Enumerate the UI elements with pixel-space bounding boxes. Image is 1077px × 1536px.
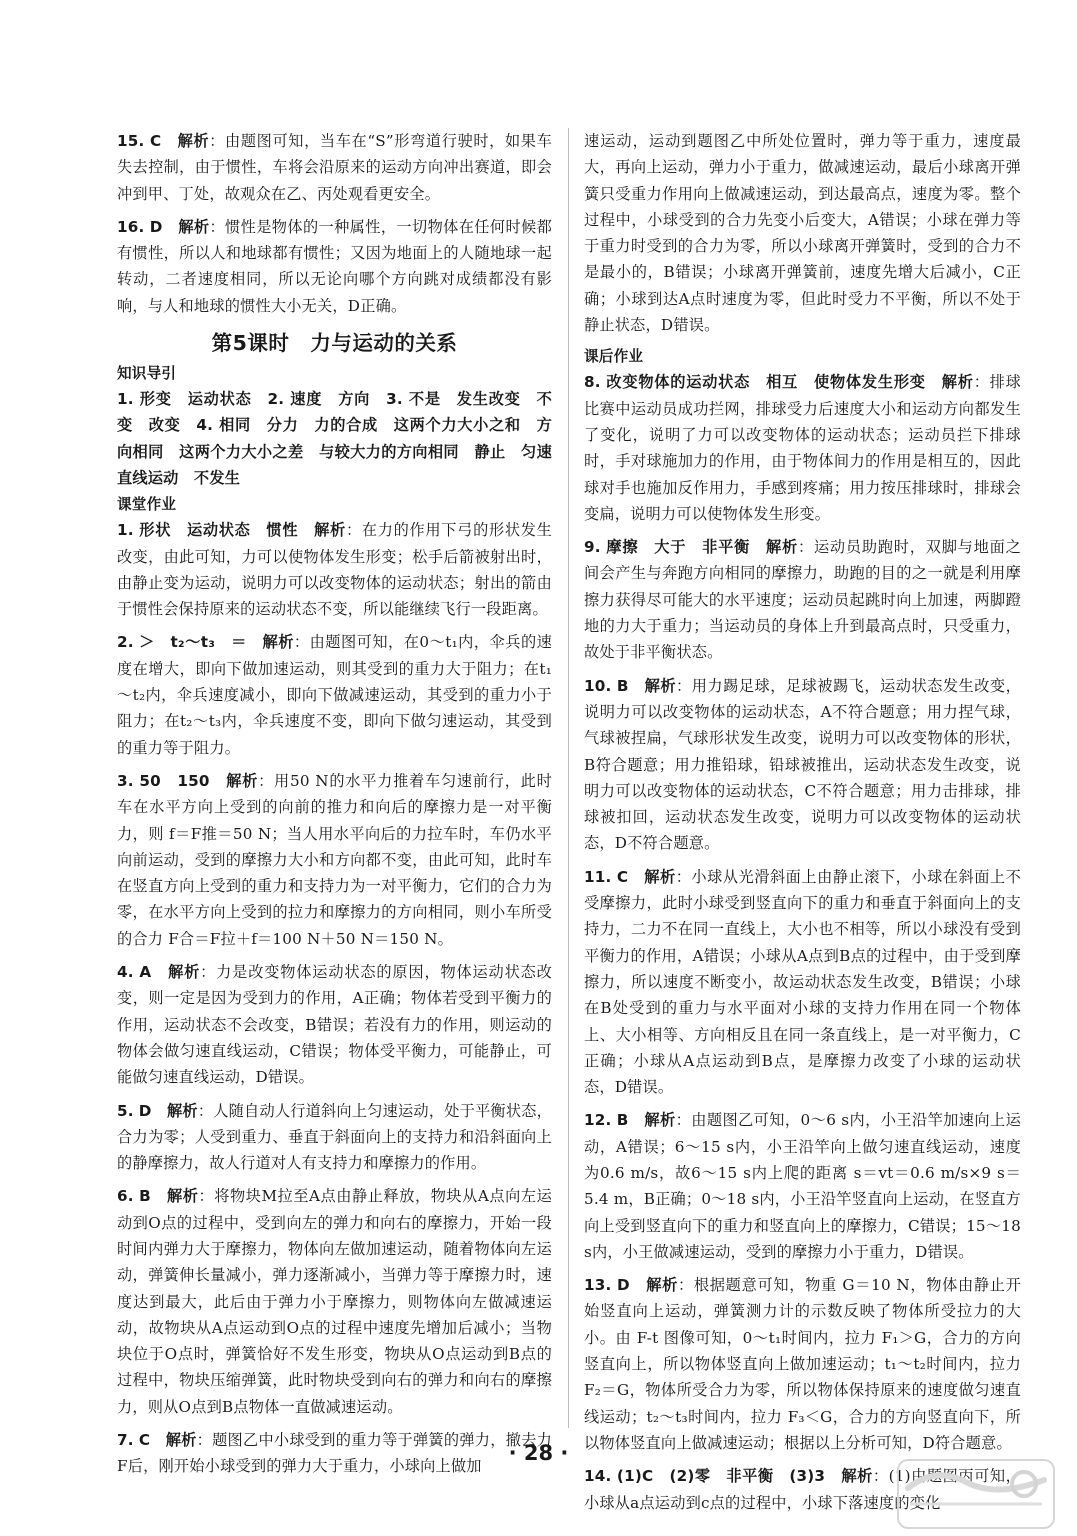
answer-k1 [117, 517, 552, 622]
analysis-text: ：由题图可知，在0～t₁内，伞兵的速度在增大，即向下做加速运动，则其受到的重力大于阻力；在t₁～t₂内，伞兵速度减小，即向下做减速运动，其受到的重力小于阻力；在t₂～t₃内，伞兵速度不变，即向下做匀速运动，其受到的重力等于阻力。 [117, 633, 553, 757]
analysis-label: 解析 [167, 1101, 198, 1120]
left-column [117, 128, 552, 1487]
answer-h10 [584, 673, 1021, 857]
analysis-label: 解析 [766, 538, 798, 557]
analysis-label: 解析 [644, 676, 677, 695]
question-number: 15. [117, 132, 145, 150]
answer-key: (1)C (2)零 非平衡 (3)3 [616, 1467, 826, 1486]
question-number: 7. [117, 1431, 134, 1450]
answer-h11 [584, 864, 1021, 1101]
answer-key: 形状 运动状态 惯性 [139, 521, 299, 540]
analysis-label: 解析 [314, 521, 346, 540]
section-heading-classwork: 课堂作业 [117, 496, 177, 514]
section-heading-homework: 课后作业 [584, 348, 644, 366]
answer-key: D [149, 217, 163, 236]
analysis-text: ：运动员助跑时，双脚与地面之间会产生与奔跑方向相同的摩擦力，助跑的目的之一就是利用摩擦力获得尽可能大的水平速度；运动员起跳时向上加速，两脚蹬地的力大于重力；当运动员的身体上升到最高点时，只受重力，故处于非平衡状态。 [584, 538, 1021, 662]
analysis-label: 解析 [168, 963, 201, 982]
question-number: 5. [117, 1101, 134, 1120]
column-divider [568, 128, 569, 1428]
analysis-label: 解析 [646, 1276, 679, 1295]
answer-k2 [117, 629, 552, 760]
analysis-text: ：在力的作用下弓的形状发生改变，由此可知，力可以使物体发生形变；松手后箭被射出时，由静止变为运动，说明力可以改变物体的运动状态；射出的箭由于惯性会保持原来的运动状态不变，所以能继续飞行一段距离。 [117, 521, 553, 619]
question-number: 3. [117, 771, 134, 790]
answer-k7-continued: 速运动，运动到题图乙中所处位置时，弹力等于重力，速度最大，再向上运动，弹力小于重力，做减速运动，最后小球离开弹簧只受重力作用向上做减速运动，到达最高点，速度为零。整个过程中，小球受到的合力先变小后变大，A错误；小球在弹力等于重力时受到的合力为零，所以小球离开弹簧时，受到的合力不是最小的，B错误；小球离开弹簧前，速度先增大后减小，C正确；小球到达A点时速度为零，但此时受力不平衡，所以不处于静止状态，D错误。 [584, 132, 1021, 335]
lesson-title: 第5课时 力与运动的关系 [211, 331, 458, 356]
answer-key: C [616, 867, 629, 886]
analysis-label: 解析 [226, 771, 259, 790]
answer-key: B [616, 676, 629, 695]
answer-h13 [584, 1272, 1021, 1456]
answer-key: 改变物体的运动状态 相互 使物体发生形变 [606, 373, 926, 392]
analysis-text: ：惯性是物体的一种属性，一切物体在任何时候都有惯性，所以人和地球都有惯性；又因为地面上的人随地球一起转动，二者速度相同，所以无论向哪个方向跳对成绩都没有影响，与人和地球的惯性大小无关，D正确。 [117, 217, 552, 315]
answer-k5 [117, 1098, 552, 1177]
knowledge-answers: 1. 形变 运动状态 2. 速度 方向 3. 不是 发生改变 不变 改变 4. 相同 分力 力的合成 这两个力大小之和 方向相同 这两个力大小之差 与较大力的方向相同 静止 匀速直线运动 不发生 [117, 390, 552, 487]
answer-key: 50 150 [139, 771, 210, 790]
answer-h9 [584, 534, 1021, 665]
analysis-text: ：根据题意可知，物重 G＝10 N，物体由静止开始竖直向上运动，弹簧测力计的示数反映了物体所受拉力的大小。由 F-t 图像可知，0～t₁时间内，拉力 F₁＞G，合力的方向竖直向上，所以物体竖直向上做加速运动；t₁～t₂时间内，拉力 F₂＝G，物体所受合力为零，所以物体保持原来的速度做匀速直线运动；t₂～t₃时间内，拉力 F₃＜G，合力的方向竖直向下，所以物体竖直向上做减速运动；根据以上分析可知，D符合题意。 [584, 1276, 1022, 1452]
answer-h8 [584, 369, 1021, 527]
answer-k6 [117, 1183, 552, 1420]
answer-key: A [139, 963, 152, 982]
question-number: 8. [584, 373, 601, 392]
question-number: 11. [584, 867, 612, 886]
answer-k3 [117, 768, 552, 952]
question-number: 4. [117, 963, 134, 982]
question-number: 2. [117, 633, 134, 652]
answer-q16 [117, 214, 552, 319]
answer-key: ＞ t₂～t₃ ＝ [139, 633, 247, 652]
analysis-text: ：小球从光滑斜面上由静止滚下，小球在斜面上不受摩擦力，此时小球受到竖直向下的重力和垂直于斜面向上的支持力，二力不在同一直线上，大小也不相等，所以小球没有受到平衡力的作用，A错误；小球从A点到B点的过程中，由于受到摩擦力，所以速度不断变小，故运动状态发生改变，B错误；小球在B处受到的重力与水平面对小球的支持力作用在同一个物体上、大小相等、方向相反且在同一条直线上，是一对平衡力，C正确；小球从A点运动到B点，是摩擦力改变了小球的运动状态，D错误。 [584, 867, 1022, 1097]
right-column [584, 128, 1021, 1523]
answer-key: 摩擦 大于 非平衡 [606, 538, 751, 557]
analysis-label: 解析 [262, 633, 294, 652]
question-number: 13. [584, 1276, 612, 1295]
analysis-text: ：由题图乙可知，0～6 s内，小王沿竿加速向上运动，A错误；6～15 s内，小王沿竿向上做匀速直线运动，速度为0.6 m/s，故6～15 s内上爬的距离 s＝vt＝0.6 m/s×9 s＝5.4 m，B正确；0～18 s内，小王沿竿竖直向上运动，在竖直方向上受到竖直向下的重力和竖直向上的摩擦力，C错误；15～18 s内，小王做减速运动，受到的摩擦力小于重力，D错误。 [584, 1111, 1022, 1261]
answer-key: C [138, 1431, 151, 1450]
analysis-text: ：(1)由题图丙可知，小球从a点运动到c点的过程中，小球下落速度的变化 [584, 1467, 1021, 1512]
answer-key: B [139, 1187, 151, 1206]
analysis-label: 解析 [167, 1187, 199, 1206]
analysis-label: 解析 [644, 1111, 676, 1130]
analysis-label: 解析 [841, 1467, 873, 1486]
analysis-label: 解析 [644, 867, 676, 886]
analysis-text: ：将物块M拉至A点由静止释放，物块从A点向左运动到O点的过程中，受到向左的弹力和向右的摩擦力，开始一段时间内弹力大于摩擦力，物体向左做加速运动，随着物体向左运动，弹簧伸长量减小，弹力逐渐减小，当弹力等于摩擦力时，速度达到最大，此后由于弹力小于摩擦力，则物体向左做减速运动，故物块从A点运动到O点的过程中速度先增加后减小；当物块位于O点时，弹簧恰好不发生形变，物块从O点运动到B点的过程中，物块压缩弹簧，此时物块受到向右的弹力和向右的摩擦力，则从O点到B点物体一直做减速运动。 [117, 1187, 553, 1416]
analysis-text: ：用力踢足球，足球被踢飞，运动状态发生改变，说明力可以改变物体的运动状态，A不符合题意；用力捏气球，气球被捏扁，气球形状发生改变，说明力可以改变物体的形状，B符合题意；用力推铅球，铅球被推出，运动状态发生改变，说明力可以改变物体的运动状态，C不符合题意；用力击排球，排球被扣回，运动状态发生改变，说明力可以改变物体的运动状态，D不符合题意。 [584, 676, 1022, 853]
analysis-text: ：人随自动人行道斜向上匀速运动，处于平衡状态，合力为零；人受到重力、垂直于斜面向上的支持力和沿斜面向上的静摩擦力，故人行道对人有支持力和摩擦力的作用。 [117, 1101, 553, 1173]
analysis-text: ：用50 N的水平力推着车匀速前行，此时车在水平方向上受到的向前的推力和向后的摩擦力是一对平衡力，则 f＝F推＝50 N；当人用水平向后的力拉车时，车仍水平向前运动，受到的摩擦力大小和方向都不变，由此可知，此时车在竖直方向上受到的重力和支持力为一对平衡力，它们的合力为零，在水平方向上受到的拉力和摩擦力的方向相同，则小车所受的合力 F合＝F拉＋f＝100 N＋50 N＝150 N。 [117, 771, 552, 948]
question-number: 12. [584, 1111, 612, 1130]
question-number: 9. [584, 538, 601, 557]
analysis-label: 解析 [941, 373, 974, 392]
answer-key: B [616, 1111, 629, 1130]
section-heading-knowledge: 知识导引 [117, 365, 177, 383]
page-number: · 28 · [508, 1441, 569, 1465]
answer-k4 [117, 959, 552, 1090]
analysis-label: 解析 [165, 1431, 197, 1450]
analysis-text: ：排球比赛中运动员成功拦网，排球受力后速度大小和运动方向都发生了变化，说明了力可以改变物体的运动状态；运动员拦下排球时，手对球施加力的作用，由于物体间力的作用是相互的，因此球对手也施加反作用力，手感到疼痛；用力按压排球时，排球会变扁，说明力可以使物体发生形变。 [584, 373, 1022, 523]
analysis-text: ：由题图可知，当车在“S”形弯道行驶时，如果车失去控制，由于惯性，车将会沿原来的运动方向冲出赛道，即会冲到甲、丁处，故观众在乙、丙处观看更安全。 [117, 132, 552, 203]
question-number: 16. [117, 217, 145, 236]
answer-key: C [149, 132, 162, 150]
answer-q15 [117, 128, 552, 207]
answer-h12 [584, 1107, 1021, 1265]
question-number: 14. [584, 1467, 612, 1486]
answer-key: D [617, 1276, 630, 1295]
question-number: 10. [584, 676, 612, 695]
question-number: 1. [117, 521, 134, 540]
analysis-text: ：力是改变物体运动状态的原因，物体运动状态改变，则一定是因为受到力的作用，A正确；物体若受到平衡力的作用，运动状态不会改变，B错误；若没有力的作用，则运动的物体会做匀速直线运动，C错误；物体受平衡力，可能静止，可能做匀速直线运动，D错误。 [117, 963, 553, 1087]
analysis-label: 解析 [178, 217, 210, 236]
watermark-logo-icon [896, 1458, 1056, 1530]
answer-key: D [138, 1101, 152, 1120]
analysis-text: ：题图乙中小球受到的重力等于弹簧的弹力，撤去力F后，刚开始小球受到的弹力大于重力，小球向上做加 [117, 1431, 552, 1476]
question-number: 6. [117, 1187, 134, 1206]
analysis-label: 解析 [177, 132, 210, 150]
